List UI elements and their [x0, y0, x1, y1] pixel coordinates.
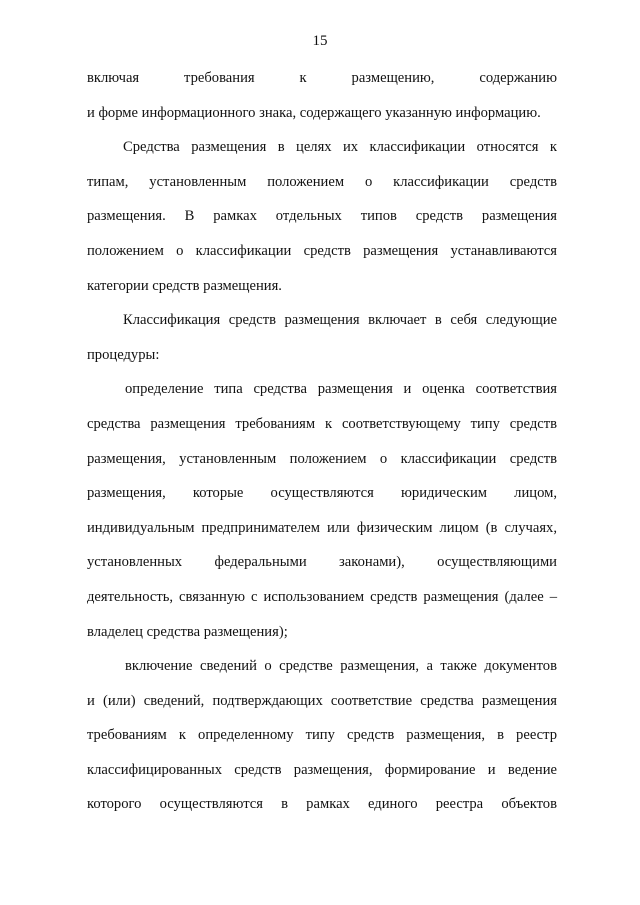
text-line: Средства размещения в целях их классификации относятся к	[123, 139, 557, 156]
text-line: размещения. В рамках отдельных типов средств размещения	[87, 208, 557, 225]
text-line: индивидуальным предпринимателем или физическим лицом (в случаях,	[87, 519, 557, 536]
text-line: определение типа средства размещения и оценка соответствия	[125, 381, 557, 398]
text-line: категории средств размещения.	[87, 277, 282, 294]
text-line: средства размещения требованиям к соответствующему типу средств	[87, 415, 557, 432]
text-line: включение сведений о средстве размещения, а также документов	[125, 658, 557, 675]
text-line: типам, установленным положением о классификации средств	[87, 173, 557, 190]
text-line: деятельность, связанную с использованием средств размещения (далее –	[87, 588, 557, 605]
text-line: процедуры:	[87, 346, 160, 363]
body-text	[87, 64, 557, 825]
text-line: и (или) сведений, подтверждающих соответствие средства размещения	[87, 692, 557, 709]
page-number: 15	[312, 33, 328, 49]
text-line: установленных федеральными законами), осуществляющими	[87, 554, 557, 571]
text-line: которого осуществляются в рамках единого реестра объектов	[87, 796, 557, 813]
text-line: размещения, установленным положением о классификации средств	[87, 450, 557, 467]
text-line: размещения, которые осуществляются юридическим лицом,	[87, 485, 557, 502]
text-line: владелец средства размещения);	[87, 623, 288, 640]
text-line: положением о классификации средств размещения устанавливаются	[87, 242, 557, 259]
text-line: требованиям к определенному типу средств размещения, в реестр	[87, 727, 557, 744]
text-line: классифицированных средств размещения, формирование и ведение	[87, 761, 557, 778]
text-line: Классификация средств размещения включает в себя следующие	[123, 312, 557, 329]
text-line: и форме информационного знака, содержащего указанную информацию.	[87, 104, 541, 121]
text-line: включая требования к размещению, содержанию	[87, 70, 557, 86]
